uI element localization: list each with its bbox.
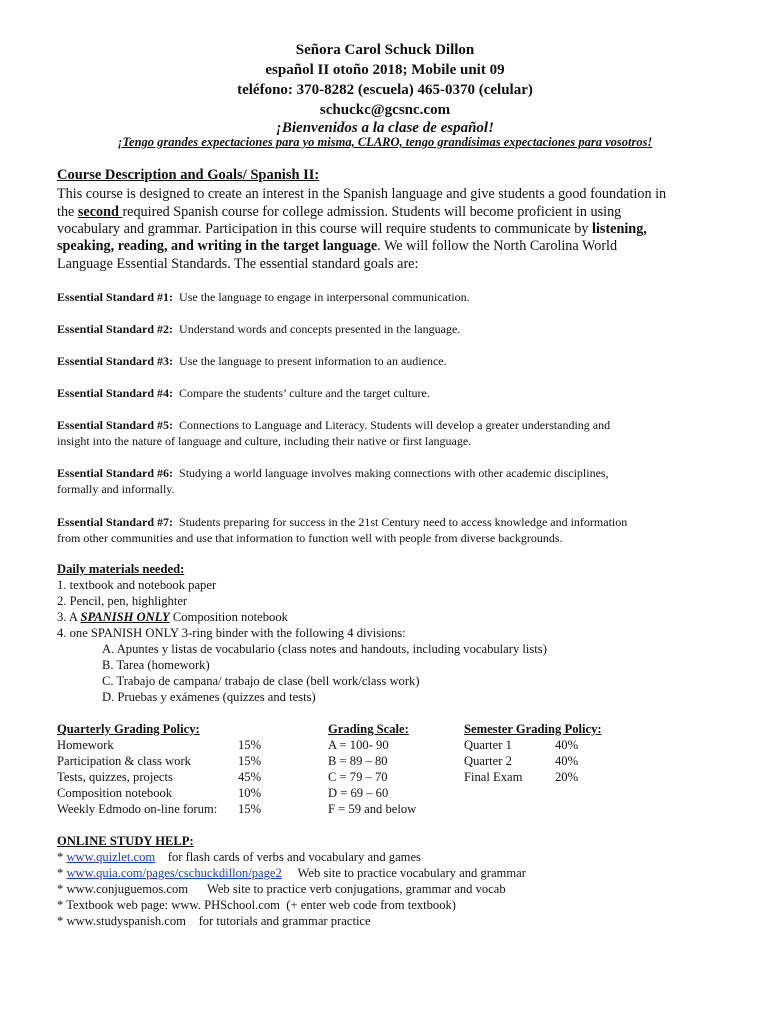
scale-heading: Grading Scale: [328,722,409,736]
quizlet-link[interactable]: www.quizlet.com [66,850,156,864]
standard-7-cont: from other communities and use that information to function well with people from diverse backgrounds. [57,531,563,545]
materials-subitem-c: C. Trabajo de campana/ trabajo de clase (bell work/class work) [102,674,420,688]
semester-heading: Semester Grading Policy: [464,722,602,736]
scale-row: D = 69 – 60 [328,786,389,800]
online-item-studyspanish: * www.studyspanish.com for tutorials and grammar practice [57,914,371,928]
semester-pct: 40% [555,738,579,752]
materials-item-4: 4. one SPANISH ONLY 3-ring binder with the following 4 divisions: [57,626,406,640]
semester-item: Quarter 2 [464,754,512,768]
standard-6: Essential Standard #6: Studying a world language involves making connections with other academic disciplines, [57,466,609,480]
description-line-5: Language Essential Standards. The essential standard goals are: [57,256,419,272]
materials-item-2: 2. Pencil, pen, highlighter [57,594,188,608]
materials-item-1: 1. textbook and notebook paper [57,578,217,592]
online-item-phschool: * Textbook web page: www. PHSchool.com (+ enter web code from textbook) [57,898,456,912]
standard-1: Essential Standard #1: Use the language to engage in interpersonal communication. [57,290,470,304]
scale-row: F = 59 and below [328,802,417,816]
materials-subitem-d: D. Pruebas y exámenes (quizzes and tests) [102,690,316,704]
quarterly-item: Weekly Edmodo on-line forum: [57,802,218,816]
quarterly-pct: 15% [238,802,262,816]
description-heading: Course Description and Goals/ Spanish II: [57,167,320,183]
second-emphasis: second [77,204,123,220]
online-item-quizlet: * www.quizlet.com for flash cards of verbs and vocabulary and games [57,850,421,864]
materials-heading: Daily materials needed: [57,562,185,576]
tagline: ¡Tengo grandes expectaciones para yo misma, CLARO, tengo grandísimas expectaciones para vosotros! [117,135,653,149]
scale-row: A = 100- 90 [328,738,389,752]
scale-row: C = 79 – 70 [328,770,388,784]
quarterly-pct: 45% [238,770,262,784]
standard-7: Essential Standard #7: Students preparing for success in the 21st Century need to access knowledge and information [57,515,628,529]
quarterly-item: Composition notebook [57,786,173,800]
standard-6-cont: formally and informally. [57,482,175,496]
quarterly-pct: 15% [238,754,262,768]
welcome-line: ¡Bienvenidos a la clase de español! [276,120,494,136]
scale-row: B = 89 – 80 [328,754,388,768]
phone-line: teléfono: 370-8282 (escuela) 465-0370 (celular) [237,82,533,98]
teacher-name: Señora Carol Schuck Dillon [295,42,475,58]
quarterly-pct: 10% [238,786,262,800]
quia-link[interactable]: www.quia.com/pages/cschuckdillon/page2 [66,866,282,880]
description-line-4: speaking, reading, and writing in the target language. We will follow the North Carolina World [57,238,618,254]
quarterly-pct: 15% [238,738,262,752]
quarterly-item: Participation & class work [57,754,191,768]
materials-subitem-a: A. Apuntes y listas de vocabulario (class notes and handouts, including vocabulary lists) [102,642,547,656]
semester-pct: 20% [555,770,579,784]
standard-5-cont: insight into the nature of language and culture, including their native or first language. [57,434,472,448]
email-line: schuckc@gcsnc.com [319,102,451,118]
materials-subitem-b: B. Tarea (homework) [102,658,210,672]
standard-3: Essential Standard #3: Use the language to present information to an audience. [57,354,447,368]
quarterly-item: Tests, quizzes, projects [57,770,173,784]
standard-4: Essential Standard #4: Compare the students’ culture and the target culture. [57,386,430,400]
course-line: español II otoño 2018; Mobile unit 09 [265,62,505,78]
materials-item-3: 3. A SPANISH ONLY Composition notebook [57,610,288,624]
quarterly-heading: Quarterly Grading Policy: [57,722,200,736]
standard-5: Essential Standard #5: Connections to Language and Literacy. Students will develop a greater understanding and [57,418,611,432]
online-item-conjuguemos: * www.conjuguemos.com Web site to practice verb conjugations, grammar and vocab [57,882,506,896]
quarterly-item: Homework [57,738,114,752]
online-item-quia: * www.quia.com/pages/cschuckdillon/page2 Web site to practice vocabulary and grammar [57,866,526,880]
standard-2: Essential Standard #2: Understand words and concepts presented in the language. [57,322,461,336]
semester-item: Final Exam [464,770,523,784]
online-heading: ONLINE STUDY HELP: [57,834,194,848]
semester-pct: 40% [555,754,579,768]
description-line-3: vocabulary and grammar. Participation in this course will require students to communicate by listening, [57,221,647,237]
semester-item: Quarter 1 [464,738,512,752]
description-line-2: the second required Spanish course for college admission. Students will become proficient in using [57,204,622,220]
description-line-1: This course is designed to create an interest in the Spanish language and give students a good foundation in [57,186,667,202]
